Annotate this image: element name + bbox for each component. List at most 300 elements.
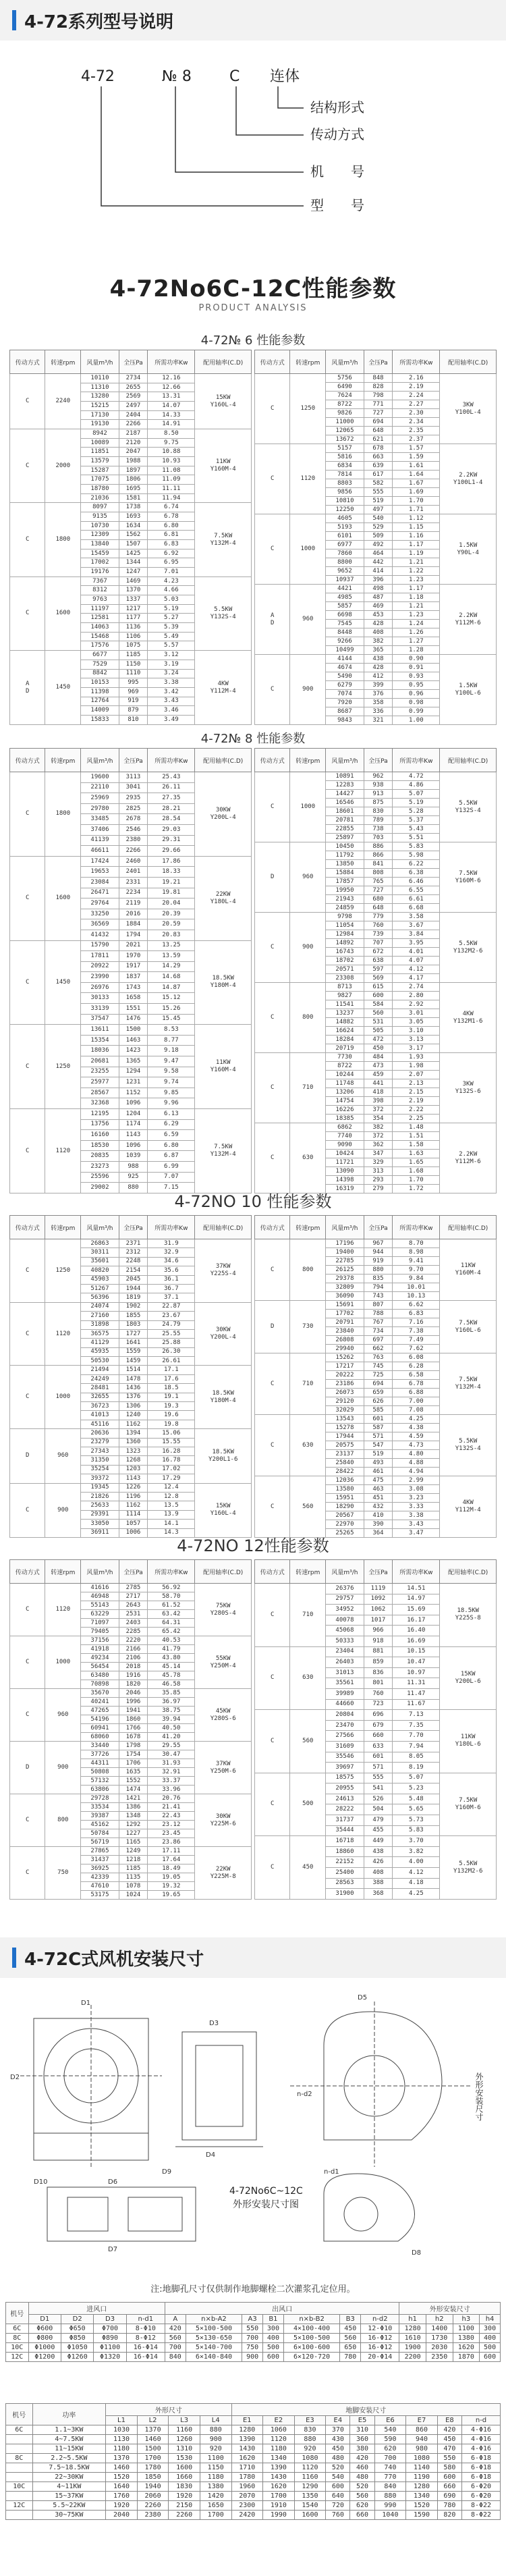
pressure-cell: 600 xyxy=(364,992,392,1000)
flow-cell: 11310 xyxy=(81,383,119,392)
pressure-cell: 1500 xyxy=(119,1025,147,1036)
drive-type-cell: C xyxy=(255,1773,290,1836)
power-cell: 1.71 xyxy=(393,506,440,514)
power-cell: 23.67 xyxy=(148,1312,195,1320)
drive-type-cell: C xyxy=(255,913,290,983)
dims-cell: 1160 xyxy=(294,2473,326,2482)
flow-cell: 24613 xyxy=(326,1794,364,1804)
dims-subheader: E3 xyxy=(294,2416,326,2425)
power-cell: 5.65 xyxy=(393,1804,440,1815)
flow-cell: 25840 xyxy=(326,1459,364,1468)
label-structure: 结构形式 xyxy=(310,99,364,115)
speed-cell: 1250 xyxy=(45,1025,81,1109)
power-cell: 17.86 xyxy=(148,856,195,867)
power-cell: 8.77 xyxy=(148,1035,195,1046)
drive-type-cell: C xyxy=(10,1366,45,1429)
power-cell: 5.43 xyxy=(393,825,440,834)
pressure-cell: 1227 xyxy=(119,1829,147,1838)
speed-cell: 900 xyxy=(290,913,326,983)
table-header-cell: 所需功率Kw xyxy=(393,350,440,374)
pressure-cell: 1370 xyxy=(119,586,147,595)
power-cell: 2.99 xyxy=(393,1476,440,1485)
motor-cell: 18.5KW Y200L1-6 xyxy=(195,1429,252,1483)
dims-cell: 1710 xyxy=(231,2463,263,2473)
dims-subheader: E5 xyxy=(350,2416,374,2425)
dims-cell: 2420 xyxy=(231,2511,263,2520)
model-diagram xyxy=(67,54,472,257)
flow-cell: 13756 xyxy=(81,1119,119,1130)
flow-cell: 39989 xyxy=(326,1688,364,1699)
pressure-cell: 469 xyxy=(364,602,392,611)
dims-cell: 20-Φ14 xyxy=(361,2353,399,2362)
pressure-cell: 1204 xyxy=(119,1109,147,1120)
table-row xyxy=(10,1689,252,1698)
speed-cell: 630 xyxy=(290,1123,326,1193)
flow-cell: 30311 xyxy=(81,1248,119,1257)
pressure-cell: 725 xyxy=(364,1371,392,1380)
power-cell: 2.19 xyxy=(393,1097,440,1106)
power-cell: 32.91 xyxy=(148,1768,195,1777)
pressure-cell: 1514 xyxy=(119,1366,147,1374)
pressure-cell: 1819 xyxy=(119,1293,147,1302)
table-row xyxy=(255,913,497,921)
dims-cell: 520 xyxy=(350,2482,374,2492)
table-row xyxy=(255,1123,497,1132)
pressure-cell: 410 xyxy=(364,1511,392,1520)
drive-type-cell: D xyxy=(255,1301,290,1353)
power-cell: 3.17 xyxy=(393,1044,440,1053)
dims-cell: 550 xyxy=(437,2454,461,2463)
table-header-cell: 转速rpm xyxy=(290,1216,326,1239)
flow-cell: 6862 xyxy=(326,1123,364,1132)
flow-cell: 11054 xyxy=(326,921,364,930)
dims-cell: 2060 xyxy=(137,2492,169,2501)
flow-cell: 26863 xyxy=(81,1239,119,1248)
pressure-cell: 760 xyxy=(364,921,392,930)
flow-cell: 7545 xyxy=(326,620,364,628)
table-row xyxy=(10,1742,252,1750)
pressure-cell: 432 xyxy=(364,1503,392,1511)
dims-cell: 5×140-700 xyxy=(186,2343,242,2353)
drive-type-cell: C xyxy=(10,1794,45,1847)
pressure-cell: 807 xyxy=(364,1301,392,1310)
flow-cell: 18530 xyxy=(81,1140,119,1151)
flow-cell: 29002 xyxy=(81,1183,119,1193)
flow-cell: 26976 xyxy=(81,982,119,993)
table-row xyxy=(255,772,497,781)
motor-cell: 7.5KW Y132M-4 xyxy=(195,503,252,576)
pressure-cell: 648 xyxy=(364,904,392,913)
flow-cell: 56719 xyxy=(81,1838,119,1847)
dims-cell: 1280 xyxy=(399,2324,426,2334)
power-cell: 26.11 xyxy=(148,782,195,793)
pressure-cell: 388 xyxy=(364,1878,392,1889)
power-cell: 7.00 xyxy=(393,1397,440,1406)
power-cell: 1.59 xyxy=(393,453,440,462)
flow-cell: 56396 xyxy=(81,1293,119,1302)
pressure-cell: 463 xyxy=(364,1485,392,1494)
dims-cell: 1870 xyxy=(453,2353,480,2362)
dims-subheader: B3 xyxy=(340,2315,361,2324)
dims-cell: 1370 xyxy=(137,2425,169,2435)
table-header-cell: 传动方式 xyxy=(255,1216,290,1239)
flow-cell: 9090 xyxy=(326,1141,364,1150)
dims-cell: 420 xyxy=(165,2324,186,2334)
power-cell: 5.23 xyxy=(393,1783,440,1794)
dim-label: D8 xyxy=(412,2249,422,2257)
drive-type-cell: C xyxy=(10,1636,45,1689)
dim-label: n-d2 xyxy=(297,2091,312,2098)
power-cell: 14.91 xyxy=(148,420,195,429)
flow-cell: 46948 xyxy=(81,1592,119,1601)
dims-cell: 1520 xyxy=(406,2501,438,2511)
dims-cell: 520 xyxy=(326,2463,350,2473)
dims-cell: 360 xyxy=(350,2435,374,2444)
flow-cell: 11000 xyxy=(326,418,364,427)
flow-cell: 15833 xyxy=(81,715,119,724)
drive-type-cell: C xyxy=(10,1239,45,1303)
table-row xyxy=(6,2343,501,2353)
power-cell: 2.16 xyxy=(393,374,440,383)
dims-cell: 300 xyxy=(480,2324,501,2334)
table-row xyxy=(10,1429,252,1438)
drive-type-cell: C xyxy=(255,655,290,725)
pressure-cell: 329 xyxy=(364,1158,392,1167)
pressure-cell: 1240 xyxy=(119,1411,147,1420)
power-cell: 0.90 xyxy=(393,655,440,664)
flow-cell: 39697 xyxy=(326,1763,364,1773)
dims-cell: 920 xyxy=(294,2444,326,2454)
pressure-cell: 484 xyxy=(364,1053,392,1062)
table-header-cell: 风量m³/h xyxy=(81,1216,119,1239)
power-cell: 20.76 xyxy=(148,1794,195,1803)
table-row xyxy=(255,1476,497,1485)
flow-cell: 10891 xyxy=(326,772,364,781)
pressure-cell: 1970 xyxy=(119,951,147,962)
pressure-cell: 1884 xyxy=(119,919,147,930)
pressure-cell: 2717 xyxy=(119,1592,147,1601)
table-header-cell: 传动方式 xyxy=(255,350,290,374)
power-cell: 37.1 xyxy=(148,1293,195,1302)
power-cell: 16.28 xyxy=(148,1447,195,1455)
flow-cell: 25596 xyxy=(81,1172,119,1183)
dims-group-foundation: 地脚安装尺寸 xyxy=(231,2404,500,2416)
dims-cell: 990 xyxy=(374,2501,406,2511)
pressure-cell: 1552 xyxy=(119,1777,147,1786)
power-cell: 10.15 xyxy=(393,1646,440,1657)
power-cell: 43.80 xyxy=(148,1654,195,1663)
dims-cell: 1280 xyxy=(406,2482,438,2492)
drive-type-cell: C xyxy=(255,1239,290,1301)
dims-cell: 1.1~3KW xyxy=(32,2425,106,2435)
dims-cell: 1280 xyxy=(231,2425,263,2435)
power-cell: 7.35 xyxy=(393,1720,440,1731)
power-cell: 15.26 xyxy=(148,1004,195,1015)
pressure-cell: 1386 xyxy=(119,1803,147,1812)
pressure-cell: 848 xyxy=(364,374,392,383)
power-cell: 1.21 xyxy=(393,602,440,611)
flow-cell: 71097 xyxy=(81,1619,119,1628)
drive-type-cell: C xyxy=(255,1353,290,1415)
power-cell: 4.88 xyxy=(393,1459,440,1468)
pressure-cell: 995 xyxy=(119,678,147,688)
flow-cell: 10244 xyxy=(326,1071,364,1079)
flow-cell: 10730 xyxy=(81,521,119,531)
pressure-cell: 2266 xyxy=(119,846,147,857)
motor-cell: 1.5KW Y90L-4 xyxy=(440,514,497,585)
flow-cell: 37726 xyxy=(81,1750,119,1759)
pressure-cell: 1057 xyxy=(119,1520,147,1528)
pressure-cell: 771 xyxy=(364,400,392,409)
flow-cell: 32809 xyxy=(326,1283,364,1292)
dims-cell: 780 xyxy=(340,2353,361,2362)
power-cell: 6.80 xyxy=(148,521,195,531)
pressure-cell: 1114 xyxy=(119,1510,147,1519)
table-row xyxy=(6,2334,501,2343)
pressure-cell: 727 xyxy=(364,886,392,895)
dims-cell: 22~30KW xyxy=(32,2473,106,2482)
power-cell: 2.15 xyxy=(393,1088,440,1097)
power-cell: 29.55 xyxy=(148,1742,195,1750)
flow-cell: 30133 xyxy=(81,993,119,1004)
dims-cell: 640 xyxy=(326,2492,350,2501)
dims-cell: 2200 xyxy=(399,2353,426,2362)
pressure-cell: 442 xyxy=(364,558,392,567)
flow-cell: 11851 xyxy=(81,448,119,457)
flow-cell: 16226 xyxy=(326,1106,364,1115)
flow-cell: 13580 xyxy=(326,1485,364,1494)
table-header-cell: 全压Pa xyxy=(364,350,392,374)
pressure-cell: 1798 xyxy=(119,1742,147,1750)
motor-cell: 1.5KW Y100L-6 xyxy=(440,655,497,725)
motor-cell: 2.2KW Y100L1-4 xyxy=(440,444,497,514)
speed-cell: 1450 xyxy=(45,940,81,1025)
power-cell: 40.50 xyxy=(148,1724,195,1733)
table-row xyxy=(10,1109,252,1120)
flow-cell: 60941 xyxy=(81,1724,119,1733)
power-cell: 6.58 xyxy=(393,1371,440,1380)
pressure-cell: 1988 xyxy=(119,457,147,466)
power-cell: 36.1 xyxy=(148,1275,195,1284)
table-header-cell: 配用轴率(C.D) xyxy=(195,350,252,374)
power-cell: 14.07 xyxy=(148,402,195,411)
flow-cell: 10937 xyxy=(326,576,364,585)
table-header-cell: 配用轴率(C.D) xyxy=(195,1560,252,1584)
dims-cell: 1590 xyxy=(406,2511,438,2520)
flow-cell: 41013 xyxy=(81,1411,119,1420)
flow-cell: 32368 xyxy=(81,1098,119,1109)
dims-cell: 370 xyxy=(326,2425,350,2435)
motor-cell: 11KW Y160M-4 xyxy=(440,1239,497,1301)
pressure-cell: 1562 xyxy=(119,531,147,540)
flow-cell: 39387 xyxy=(81,1812,119,1821)
flow-cell: 9826 xyxy=(326,409,364,418)
power-cell: 5.19 xyxy=(393,799,440,807)
flow-cell: 4421 xyxy=(326,585,364,593)
flow-cell: 26808 xyxy=(326,1336,364,1345)
power-cell: 5.48 xyxy=(393,1794,440,1804)
flow-cell: 44660 xyxy=(326,1699,364,1710)
dim-label: n-d1 xyxy=(324,2168,339,2176)
pressure-cell: 1360 xyxy=(119,1438,147,1447)
pressure-cell: 2047 xyxy=(119,448,147,457)
model-part-series: 4-72 xyxy=(81,68,115,85)
pressure-cell: 1024 xyxy=(119,1891,147,1900)
flow-cell: 15354 xyxy=(81,1035,119,1046)
table-header-cell: 全压Pa xyxy=(364,1216,392,1239)
flow-cell: 9763 xyxy=(81,595,119,605)
flow-cell: 27865 xyxy=(81,1847,119,1856)
pressure-cell: 1459 xyxy=(119,1357,147,1366)
power-cell: 16.69 xyxy=(393,1636,440,1646)
flow-cell: 6677 xyxy=(81,651,119,660)
speed-cell: 960 xyxy=(290,842,326,913)
power-cell: 3.84 xyxy=(393,930,440,939)
power-cell: 15.06 xyxy=(148,1429,195,1438)
motor-cell: 5.5KW Y132S-4 xyxy=(195,576,252,650)
flow-cell: 17130 xyxy=(81,410,119,420)
flow-cell: 40820 xyxy=(81,1266,119,1275)
power-cell: 6.95 xyxy=(148,558,195,568)
pressure-cell: 2655 xyxy=(119,383,147,392)
pressure-cell: 1581 xyxy=(119,493,147,503)
dims-subheader: E1 xyxy=(231,2416,263,2425)
power-cell: 1.19 xyxy=(393,549,440,558)
power-cell: 14.1 xyxy=(148,1520,195,1528)
pressure-cell: 1203 xyxy=(119,1465,147,1474)
flow-cell: 26125 xyxy=(326,1266,364,1274)
flow-cell: 33534 xyxy=(81,1803,119,1812)
dims-subheader: L1 xyxy=(106,2416,138,2425)
dims-cell: 600 xyxy=(326,2482,350,2492)
pressure-cell: 464 xyxy=(364,549,392,558)
power-cell: 3.19 xyxy=(148,660,195,669)
power-cell: 1.51 xyxy=(393,1132,440,1141)
dims-cell: 8-Φ22 xyxy=(462,2501,501,2511)
flow-cell: 20571 xyxy=(326,965,364,974)
flow-cell: 28222 xyxy=(326,1804,364,1815)
flow-cell: 31609 xyxy=(326,1741,364,1752)
pressure-cell: 1820 xyxy=(119,1680,147,1689)
flow-cell: 54196 xyxy=(81,1715,119,1724)
dims-cell: 1040 xyxy=(374,2511,406,2520)
table-row xyxy=(10,940,252,951)
pressure-cell: 1902 xyxy=(119,1302,147,1311)
power-cell: 15.55 xyxy=(148,1438,195,1447)
pressure-cell: 487 xyxy=(364,593,392,602)
dims-cell: 1190 xyxy=(406,2473,438,2482)
pressure-cell: 1695 xyxy=(119,485,147,494)
pressure-cell: 372 xyxy=(364,1132,392,1141)
pressure-cell: 1941 xyxy=(119,1707,147,1715)
power-cell: 1.28 xyxy=(393,646,440,655)
power-cell: 38.75 xyxy=(148,1707,195,1715)
pressure-cell: 866 xyxy=(364,851,392,860)
motor-cell: 18.5KW Y180M-4 xyxy=(195,940,252,1025)
pressure-cell: 362 xyxy=(364,1141,392,1150)
pressure-cell: 639 xyxy=(364,462,392,471)
pressure-cell: 1394 xyxy=(119,1429,147,1438)
accent-bar xyxy=(12,10,16,30)
table-row xyxy=(6,2425,501,2435)
drive-type-cell: C xyxy=(255,1123,290,1193)
flow-cell: 46611 xyxy=(81,846,119,857)
pressure-cell: 2380 xyxy=(119,835,147,846)
dims-cell: 880 xyxy=(200,2425,231,2435)
flow-cell: 11398 xyxy=(81,687,119,697)
dims-cell: 1150 xyxy=(200,2463,231,2473)
dims-cell: 1700 xyxy=(137,2454,169,2463)
flow-cell: 6279 xyxy=(326,681,364,690)
speed-cell: 1600 xyxy=(45,856,81,940)
label-machine-number: 机 号 xyxy=(310,163,364,180)
flow-cell: 8942 xyxy=(81,429,119,439)
dims-cell: 310 xyxy=(350,2425,374,2435)
flow-cell: 20222 xyxy=(326,1371,364,1380)
pressure-cell: 347 xyxy=(364,1150,392,1158)
motor-cell: 7.5KW Y160L-6 xyxy=(440,1301,497,1353)
flow-cell: 12036 xyxy=(326,1476,364,1485)
flow-cell: 29757 xyxy=(326,1594,364,1605)
table-row xyxy=(255,374,497,383)
pressure-cell: 794 xyxy=(364,1283,392,1292)
dims-cell: 450 xyxy=(340,2324,361,2334)
table-header-cell: 全压Pa xyxy=(119,1560,147,1584)
flow-cell: 19950 xyxy=(326,886,364,895)
pressure-cell: 560 xyxy=(364,1009,392,1018)
dims-cell: Φ650 xyxy=(61,2324,93,2334)
table12-left xyxy=(9,1559,252,1900)
pressure-cell: 648 xyxy=(364,427,392,435)
perf-subtitle: PRODUCT ANALYSIS xyxy=(198,303,308,313)
power-cell: 5.73 xyxy=(393,1815,440,1826)
table-header-cell: 转速rpm xyxy=(45,1560,81,1584)
power-cell: 5.03 xyxy=(148,595,195,605)
dims-cell: 1390 xyxy=(263,2463,295,2473)
power-cell: 2.19 xyxy=(393,383,440,392)
flow-cell: 41129 xyxy=(81,1339,119,1347)
table-row xyxy=(255,1584,497,1594)
power-cell: 1.22 xyxy=(393,567,440,576)
power-cell: 35.6 xyxy=(148,1266,195,1275)
pressure-cell: 509 xyxy=(364,532,392,541)
flow-cell: 8448 xyxy=(326,628,364,637)
flow-cell: 8800 xyxy=(326,558,364,567)
dims-cell: 1380 xyxy=(200,2482,231,2492)
speed-cell: 1250 xyxy=(290,374,326,444)
pressure-cell: 2046 xyxy=(119,1689,147,1698)
power-cell: 1.70 xyxy=(393,497,440,506)
table6-left xyxy=(9,350,252,725)
dims-cell: 400 xyxy=(480,2334,501,2343)
dims-cell: 450 xyxy=(437,2435,461,2444)
dims-cell: 6-Φ18 xyxy=(462,2454,501,2463)
pressure-cell: 969 xyxy=(119,687,147,697)
pressure-cell: 919 xyxy=(119,697,147,706)
pressure-cell: 1693 xyxy=(119,512,147,522)
dims-cell xyxy=(6,2473,33,2482)
pressure-cell: 2154 xyxy=(119,1266,147,1275)
pressure-cell: 1743 xyxy=(119,982,147,993)
power-cell: 33.37 xyxy=(148,1777,195,1786)
flow-cell: 4144 xyxy=(326,655,364,664)
pressure-cell: 1152 xyxy=(119,1088,147,1098)
speed-cell: 900 xyxy=(45,1742,81,1794)
pressure-cell: 461 xyxy=(364,1468,392,1476)
flow-cell: 7814 xyxy=(326,471,364,479)
pressure-cell: 408 xyxy=(364,628,392,637)
dim-label: D10 xyxy=(34,2178,48,2186)
